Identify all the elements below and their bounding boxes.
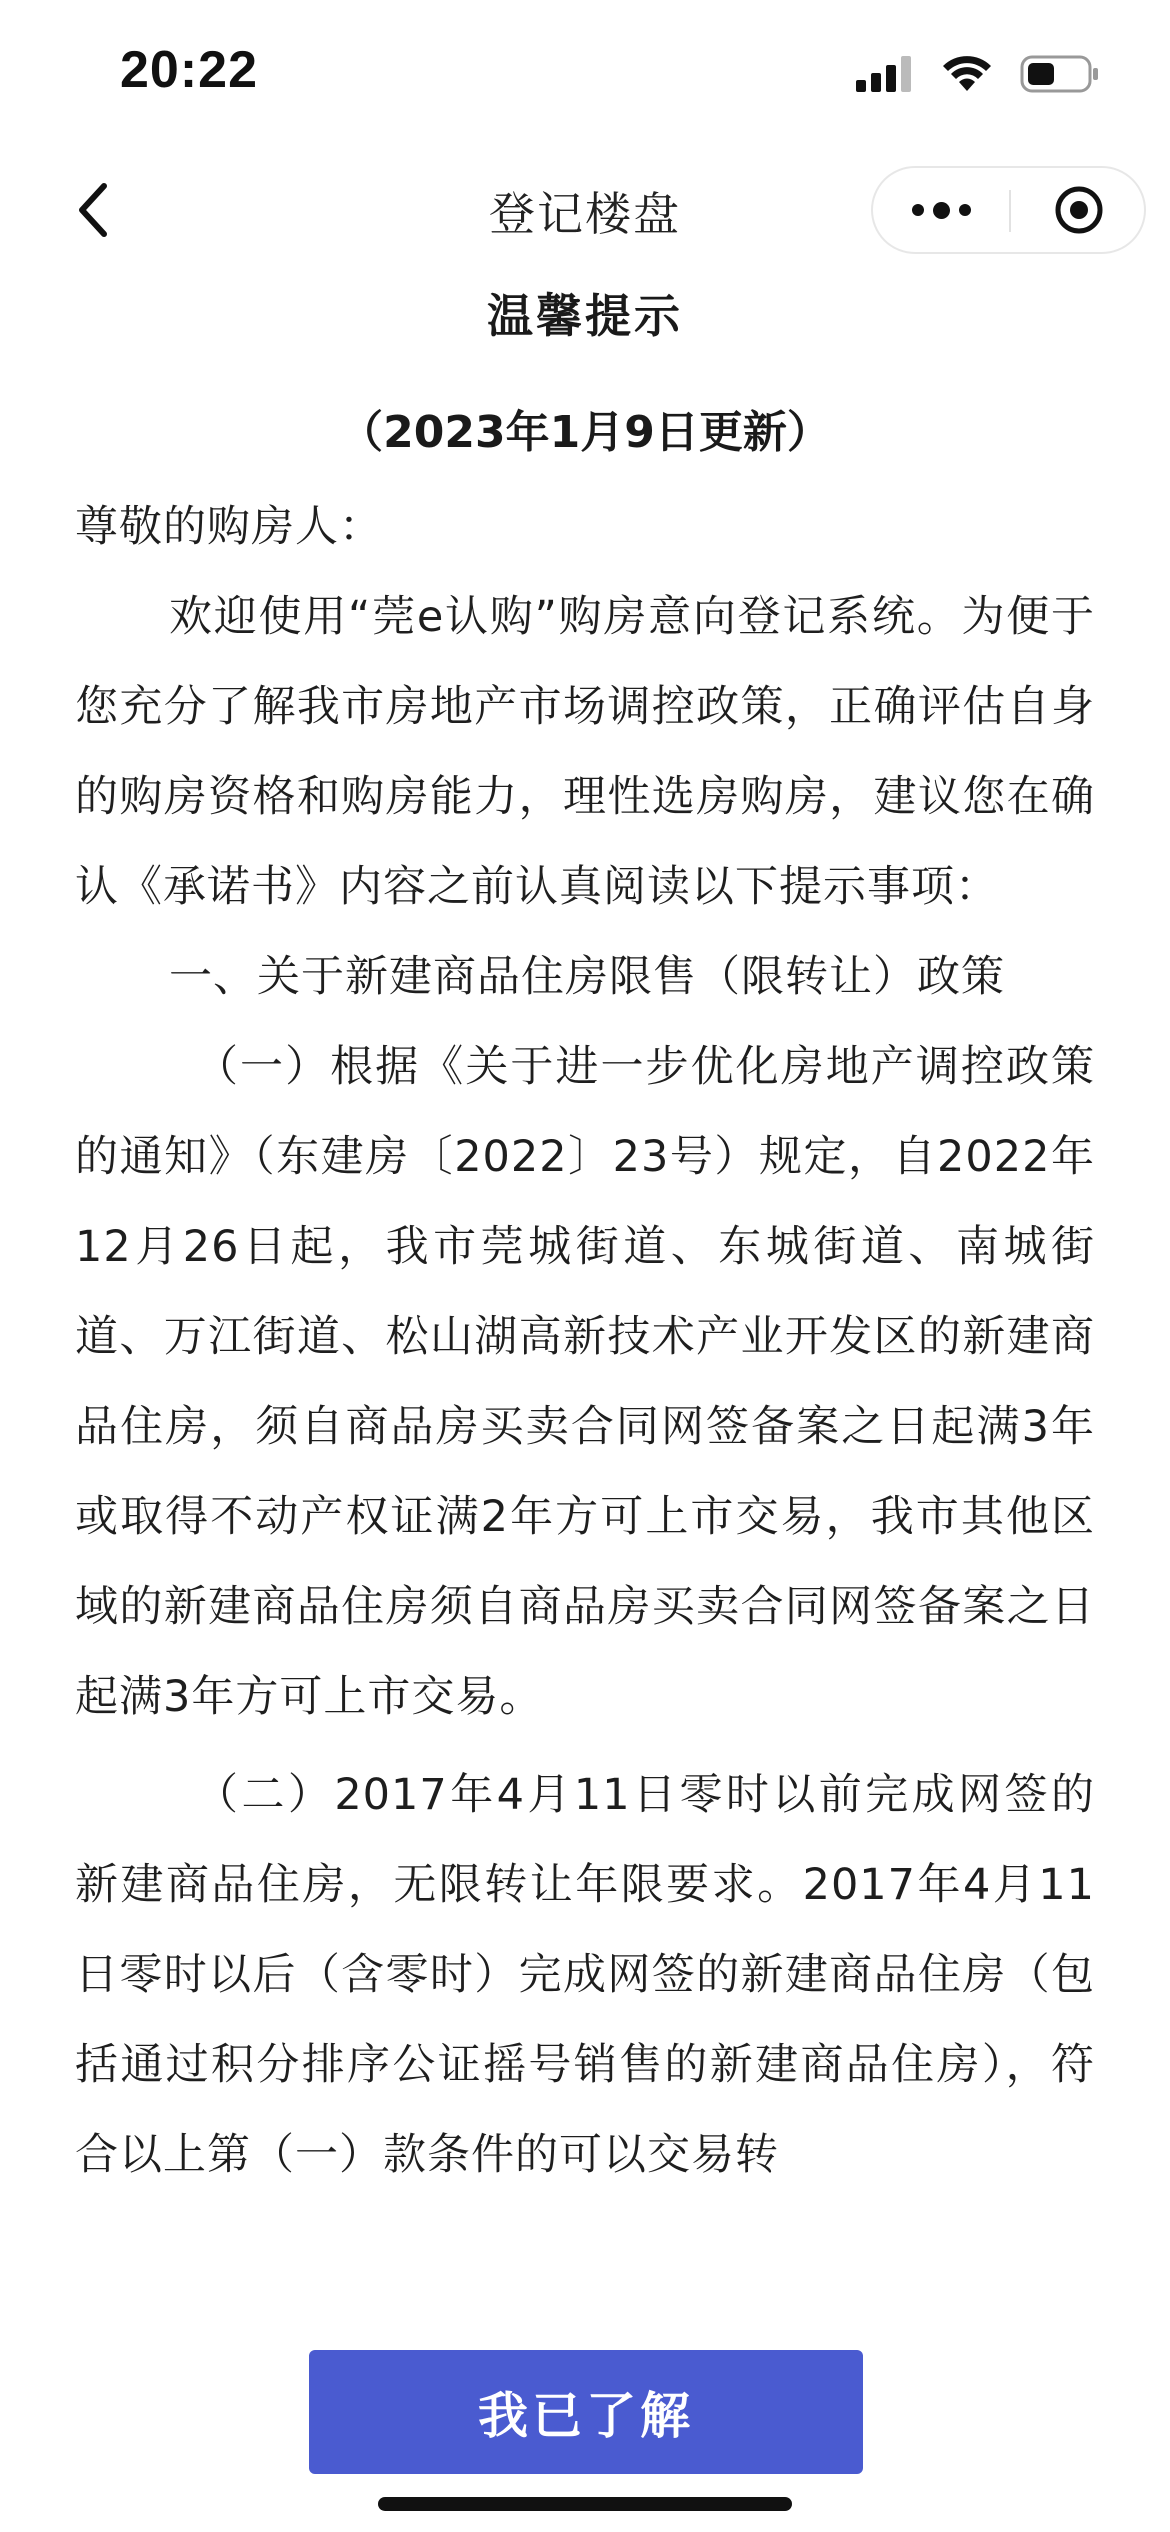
greeting: 尊敬的购房人：	[75, 502, 383, 552]
notice-content	[75, 270, 1095, 2200]
intro-paragraph: 欢迎使用“莞e认购”购房意向登记系统。为便于您充分了解我市房地产市场调控政策，正确评估自身的购房资格和购房能力，理性选房购房，建议您在确认《承诺书》内容之前认真阅读以下提示事项：	[75, 592, 1095, 912]
policy-item-2: （二）2017年4月11日零时以前完成网签的新建商品住房，无限转让年限要求。2017年4月11日零时以后（含零时）完成网签的新建商品住房（包括通过积分排序公证摇号销售的新建商品住房），符合以上第（一）款条件的可以交易转	[75, 1770, 1095, 2180]
notice-update-date: （2023年1月9日更新）	[339, 407, 831, 458]
policy-item-1: （一）根据《关于进一步优化房地产调控政策的通知》（东建房〔2022〕23号）规定，自2022年12月26日起，我市莞城街道、东城街道、南城街道、万江街道、松山湖高新技术产业开发区的新建商品住房，须自商品房买卖合同网签备案之日起满3年或取得不动产权证满2年方可上市交易，我市其他区域的新建商品住房须自商品房买卖合同网签备案之日起满3年方可上市交易。	[75, 1042, 1095, 1722]
notice-title: 温馨提示	[487, 289, 683, 343]
status-time: 20:22	[120, 41, 258, 99]
nav-title: 登记楼盘	[489, 187, 681, 241]
acknowledge-button[interactable]: 我已了解	[309, 2350, 863, 2474]
home-indicator	[378, 2497, 792, 2511]
section-heading: 一、关于新建商品住房限售（限转让）政策	[169, 952, 1005, 1002]
